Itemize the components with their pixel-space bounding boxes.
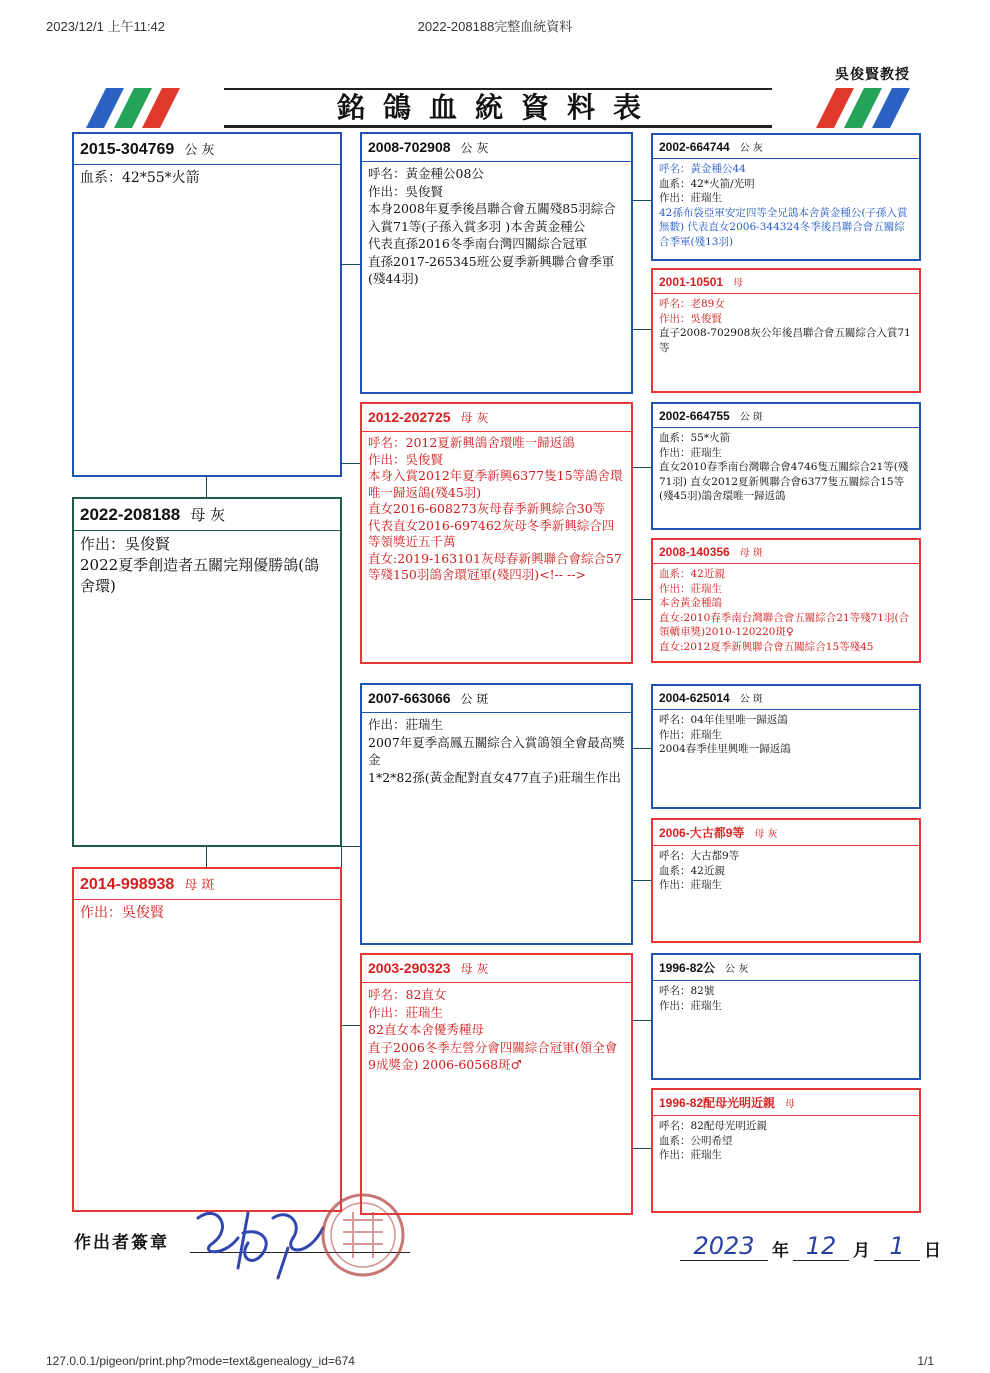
info-line: 直孫2017-265345班公夏季新興聯合會季軍(殘44羽) bbox=[368, 253, 615, 286]
info-line: 42孫布袋亞軍安定四等全兄鴿本舍黃金種公(子孫入賞無數) 代表直女2006-344324冬季後昌聯合會五關綜合季軍(殘13羽) bbox=[659, 206, 908, 248]
pedigree-card-mother bbox=[72, 867, 342, 1212]
pedigree-card-ggf-4 bbox=[651, 953, 921, 1080]
info-line: 直女2016-608273灰母春季新興綜合30等 bbox=[368, 501, 606, 516]
card-header bbox=[653, 270, 919, 294]
card-header bbox=[653, 1090, 919, 1116]
info-line: 直女2010春季南台灣聯合會4746隻五關綜合21等(殘71羽) 直女2012夏新興聯合會6377隻五關綜合15等(殘45羽)鴿舍環唯一歸返鴿 bbox=[659, 461, 909, 502]
print-url: 127.0.0.1/pigeon/print.php?mode=text&genealogy_id=674 bbox=[46, 1354, 355, 1368]
pedigree-card-ggm-2 bbox=[651, 538, 921, 663]
card-header bbox=[653, 540, 919, 564]
card-body bbox=[653, 428, 919, 507]
sex-color: 母 bbox=[733, 278, 744, 289]
sex-color: 母 灰 bbox=[460, 962, 489, 976]
sex-color: 母 灰 bbox=[460, 411, 489, 425]
card-body bbox=[74, 531, 340, 600]
info-line: 作出：莊瑞生 bbox=[368, 1004, 444, 1020]
info-line: 直子2008-702908灰公年後昌聯合會五關綜合入賞71等 bbox=[659, 327, 911, 354]
signature-label: 作出者簽章 bbox=[74, 1233, 169, 1253]
card-body bbox=[362, 713, 631, 789]
sex-color: 母 斑 bbox=[184, 878, 215, 893]
info-line: 直子2006冬季左營分會四關綜合冠軍(領全會9成獎金) 2006-60568斑♂ bbox=[368, 1039, 618, 1072]
info-line: 直女:2010春季南台灣聯合會五關綜合21等殘71羽(合領轎車獎)2010-120220斑♀ bbox=[659, 611, 910, 638]
info-line bbox=[659, 1119, 913, 1134]
info-line: 呼名：82直女 bbox=[368, 987, 447, 1002]
pedigree-card-paternal-grandmother bbox=[360, 402, 633, 664]
print-datetime: 2023/12/1 上午11:42 bbox=[46, 19, 166, 34]
card-body bbox=[653, 1116, 919, 1166]
pedigree-card-paternal-grandfather bbox=[360, 132, 633, 394]
info-line: 呼名：黃金種公08公 bbox=[368, 166, 484, 181]
info-line: 作出：莊瑞生 bbox=[659, 582, 722, 595]
connector bbox=[206, 476, 207, 498]
print-page-number: 1/1 bbox=[917, 1354, 934, 1368]
info-line: 作出：莊瑞生 bbox=[659, 446, 722, 459]
info-line: 作出：莊瑞生 bbox=[659, 728, 722, 741]
date-year-unit: 年 bbox=[772, 1241, 789, 1261]
info-text: 血系：42近親 bbox=[659, 864, 725, 877]
date-day: 1 bbox=[874, 1232, 920, 1261]
card-header bbox=[653, 955, 919, 981]
sex-color: 母 bbox=[785, 1099, 796, 1110]
pedigree-card-maternal-grandmother bbox=[360, 953, 633, 1215]
info-line: 作出：吳俊賢 bbox=[368, 451, 444, 467]
card-body bbox=[653, 710, 919, 760]
info-line: 1*2*82孫(黃金配對直女477直子)莊瑞生作出 bbox=[368, 769, 621, 785]
card-header bbox=[74, 869, 340, 900]
ring-number: 2003-290323 bbox=[368, 960, 451, 976]
pedigree-card-ggf-2 bbox=[651, 402, 921, 530]
ring-number: 2012-202725 bbox=[368, 409, 451, 425]
info-line: 作出：莊瑞生 bbox=[368, 717, 444, 732]
pedigree-card-ggm-1 bbox=[651, 268, 921, 393]
title-bar bbox=[74, 88, 922, 128]
card-header bbox=[653, 135, 919, 159]
connector bbox=[632, 1148, 652, 1149]
sex-color: 公 灰 bbox=[460, 141, 489, 155]
connector bbox=[632, 748, 652, 749]
ring-number: 2007-663066 bbox=[368, 690, 451, 706]
ring-number: 2002-664755 bbox=[659, 409, 730, 423]
pedigree-card-maternal-grandfather bbox=[360, 683, 633, 945]
info-line: 本舍黃金種鴿 bbox=[659, 597, 722, 609]
card-header bbox=[74, 499, 340, 531]
info-line: 作出：莊瑞生 bbox=[659, 999, 722, 1012]
connector bbox=[341, 1025, 361, 1026]
sex-color: 公 斑 bbox=[739, 694, 763, 705]
page-title: 銘鴿血統資料表 bbox=[336, 91, 659, 124]
connector bbox=[632, 1020, 652, 1021]
handwritten-signature-icon bbox=[178, 1198, 338, 1282]
connector bbox=[206, 846, 207, 868]
card-header bbox=[653, 404, 919, 428]
pedigree-card-father bbox=[72, 132, 342, 477]
ring-number: 2008-702908 bbox=[368, 139, 451, 155]
info-line: 2004春季佳里興唯一歸返鴿 bbox=[659, 743, 791, 755]
connector bbox=[341, 846, 361, 847]
info-line: 作出：吳俊賢 bbox=[80, 905, 164, 921]
card-header bbox=[362, 685, 631, 713]
card-body bbox=[653, 294, 919, 358]
connector bbox=[341, 463, 361, 464]
info-line bbox=[659, 1148, 913, 1163]
ring-number: 2002-664744 bbox=[659, 140, 730, 154]
info-line: 呼名：04年佳里唯一歸返鴿 bbox=[659, 714, 788, 726]
sex-color: 母 斑 bbox=[739, 548, 763, 559]
card-body bbox=[653, 564, 919, 657]
info-line: 血系：42*55*火箭 bbox=[80, 170, 200, 186]
sex-color: 母 灰 bbox=[190, 506, 225, 524]
sex-color: 公 斑 bbox=[460, 692, 489, 706]
info-line: 作出：吳俊賢 bbox=[368, 183, 444, 199]
card-body bbox=[653, 159, 919, 252]
date-day-unit: 日 bbox=[924, 1241, 941, 1261]
connector bbox=[632, 599, 652, 600]
ring-number: 2008-140356 bbox=[659, 545, 730, 559]
card-body bbox=[362, 162, 631, 291]
info-line: 血系：42*火箭/光明 bbox=[659, 177, 755, 190]
card-body bbox=[362, 983, 631, 1077]
card-body bbox=[74, 165, 340, 191]
info-line: 直女:2019-163101灰母春新興聯合會綜合57等殘150羽鴿舍環冠軍(殘四羽)<!-- --> bbox=[368, 550, 622, 582]
pedigree-card-ggf-3 bbox=[651, 684, 921, 809]
info-line: 作出：吳俊賢 bbox=[80, 535, 171, 553]
card-header bbox=[74, 134, 340, 165]
info-line: 82直女本舍優秀種母 bbox=[368, 1022, 484, 1037]
info-line: 呼名：黃金種公44 bbox=[659, 163, 746, 175]
info-text: 作出：莊瑞生 bbox=[659, 1149, 722, 1161]
ring-number: 1996-82公 bbox=[659, 961, 716, 975]
card-body bbox=[653, 846, 919, 896]
card-header bbox=[653, 820, 919, 846]
pedigree-card-ggm-4 bbox=[651, 1088, 921, 1213]
info-line: 本身入賞2012年夏季新興6377隻15等鴿舍環唯一歸返鴿(殘45羽) bbox=[368, 468, 623, 500]
pedigree-card-ggm-3 bbox=[651, 818, 921, 943]
red-seal-stamp-icon bbox=[318, 1190, 408, 1280]
print-doc-title: 2022-208188完整血統資料 bbox=[417, 19, 573, 34]
pedigree-card-subject bbox=[72, 497, 342, 847]
info-line bbox=[659, 864, 913, 879]
info-line: 代表直孫2016冬季南台灣四關綜合冠軍 bbox=[368, 236, 588, 251]
info-line: 2022夏季創造者五關完翔優勝鴿(鴿舍環) bbox=[80, 556, 320, 595]
ring-number: 2022-208188 bbox=[80, 505, 181, 524]
date-year: 2023 bbox=[680, 1232, 768, 1261]
sex-color: 公 灰 bbox=[184, 143, 215, 158]
card-body bbox=[362, 432, 631, 587]
connector bbox=[632, 467, 652, 468]
info-line: 代表直女2016-697462灰母冬季新興綜合四等領獎近五千萬 bbox=[368, 517, 615, 549]
connector bbox=[632, 200, 652, 201]
signature-date bbox=[680, 1232, 945, 1261]
info-line: 呼名：82號 bbox=[659, 985, 715, 997]
info-line: 呼名：老89女 bbox=[659, 298, 725, 310]
info-line: 呼名：2012夏新興鴿舍環唯一歸返鴿 bbox=[368, 435, 575, 450]
info-text: 呼名：大古都9等 bbox=[659, 850, 740, 862]
card-header bbox=[653, 686, 919, 710]
pedigree-card-ggf-1 bbox=[651, 133, 921, 261]
card-header bbox=[362, 955, 631, 983]
card-header bbox=[362, 404, 631, 432]
info-line: 血系：55*火箭 bbox=[659, 432, 731, 444]
info-line: 作出：莊瑞生 bbox=[659, 192, 722, 204]
info-line: 作出：吳俊賢 bbox=[659, 312, 722, 325]
ring-number: 2004-625014 bbox=[659, 691, 730, 705]
connector bbox=[632, 329, 652, 330]
info-line: 本身2008年夏季後昌聯合會五關殘85羽綜合入賞71等(子孫入賞多羽 )本舍黃金種公 bbox=[368, 201, 616, 234]
sex-color: 公 斑 bbox=[739, 412, 763, 423]
info-text: 呼名：82配母光明近親 bbox=[659, 1120, 767, 1132]
sex-color: 公 灰 bbox=[725, 964, 749, 975]
date-month: 12 bbox=[793, 1232, 849, 1261]
info-line: 2007年夏季高鳳五關綜合入賞鴿領全會最高獎金 bbox=[368, 734, 625, 767]
ring-number: 2006-大古都9等 bbox=[659, 826, 745, 840]
info-line bbox=[659, 878, 913, 893]
ring-number: 1996-82配母光明近親 bbox=[659, 1096, 776, 1110]
info-line: 血系：42近親 bbox=[659, 568, 725, 580]
info-line bbox=[659, 1134, 913, 1149]
ring-number: 2014-998938 bbox=[80, 876, 175, 893]
info-text: 血系：公明希望 bbox=[659, 1134, 733, 1147]
ring-number: 2001-10501 bbox=[659, 275, 724, 289]
ring-number: 2015-304769 bbox=[80, 141, 175, 158]
connector bbox=[632, 880, 652, 881]
professor-name: 吳俊賢教授 bbox=[835, 67, 910, 83]
date-month-unit: 月 bbox=[853, 1241, 870, 1261]
card-header bbox=[362, 134, 631, 162]
info-line: 直女:2012夏季新興聯合會五關綜合15等殘45 bbox=[659, 640, 874, 653]
card-body bbox=[653, 981, 919, 1016]
info-text: 作出：莊瑞生 bbox=[659, 879, 722, 891]
sex-color: 母 灰 bbox=[754, 829, 778, 840]
sex-color: 公 灰 bbox=[739, 143, 763, 154]
info-line bbox=[659, 849, 913, 864]
connector bbox=[341, 264, 361, 265]
card-body bbox=[74, 900, 340, 926]
